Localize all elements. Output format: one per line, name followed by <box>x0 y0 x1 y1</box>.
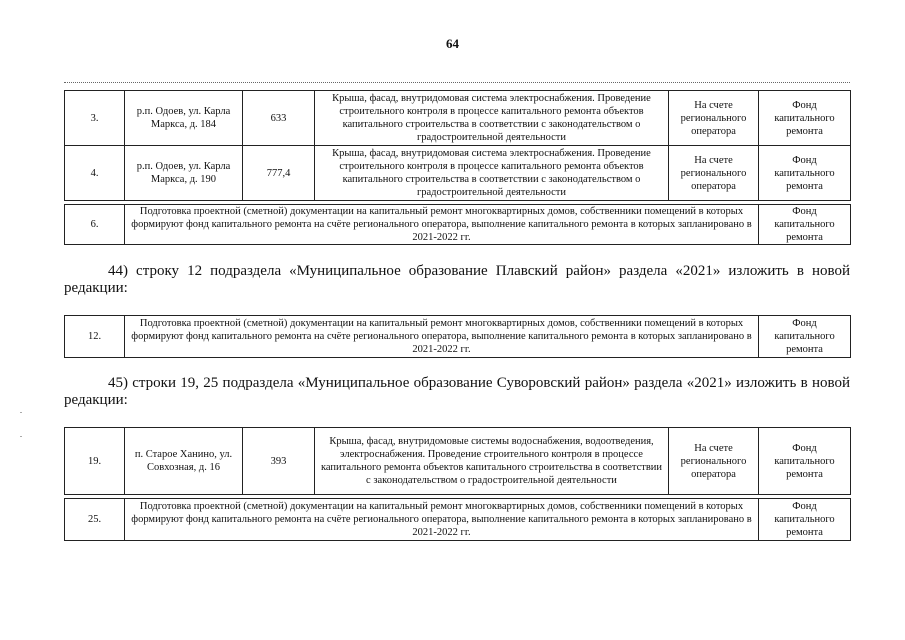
source-cell: Фонд капитального ремонта <box>759 205 851 245</box>
margin-mark <box>20 412 22 413</box>
address-cell: р.п. Одоев, ул. Карла Маркса, д. 184 <box>125 91 243 146</box>
table-row <box>65 316 851 358</box>
address-cell: п. Старое Ханино, ул. Совхозная, д. 16 <box>125 428 243 495</box>
table-row <box>65 428 851 495</box>
page-number: 64 <box>446 36 459 51</box>
source-cell: Фонд капитального ремонта <box>759 499 851 541</box>
works-cell: Крыша, фасад, внутридомовая система электроснабжения. Проведение строительного контроля в процессе капитального ремонта объектов капитального строительства в соответствии с законодательством о градостроительной деятельности <box>315 146 669 201</box>
paragraph-44: 44) строку 12 подраздела «Муниципальное образование Плавский район» раздела «2021» изложить в новой редакции: <box>64 263 850 296</box>
area-cell: 393 <box>243 428 315 495</box>
works-cell: Подготовка проектной (сметной) документации на капитальный ремонт многоквартирных домов, собственники помещений в которых формируют фонд капитального ремонта на счёте регионального оператора, выполнение капитального ремонта в которых запланировано в 2021-2022 гг. <box>125 205 759 245</box>
area-cell: 777,4 <box>243 146 315 201</box>
paragraph-45: 45) строки 19, 25 подраздела «Муниципальное образование Суворовский район» раздела «2021» изложить в новой редакции: <box>64 375 850 408</box>
table-row <box>65 91 851 146</box>
account-cell: На счете регионального оператора <box>669 91 759 146</box>
table-plavsk <box>64 315 851 358</box>
row-number: 3. <box>65 91 125 146</box>
source-cell: Фонд капитального ремонта <box>759 91 851 146</box>
account-cell: На счете регионального оператора <box>669 146 759 201</box>
source-cell: Фонд капитального ремонта <box>759 146 851 201</box>
works-cell: Крыша, фасад, внутридомовая система электроснабжения. Проведение строительного контроля в процессе капитального ремонта объектов капитального строительства в соответствии с законодательством о градостроительной деятельности <box>315 91 669 146</box>
table-row <box>65 499 851 541</box>
account-cell: На счете регионального оператора <box>669 428 759 495</box>
address-cell: р.п. Одоев, ул. Карла Маркса, д. 190 <box>125 146 243 201</box>
area-cell: 633 <box>243 91 315 146</box>
table-row <box>65 205 851 245</box>
margin-mark <box>20 436 22 437</box>
source-cell: Фонд капитального ремонта <box>759 316 851 358</box>
row-number: 25. <box>65 499 125 541</box>
table-suvorov <box>64 427 851 541</box>
works-cell: Крыша, фасад, внутридомовые системы водоснабжения, водоотведения, электроснабжения. Проведение строительного контроля в процессе капитального ремонта объектов капитального строительства в соответствии с законодательством о градостроительной деятельности <box>315 428 669 495</box>
table-row <box>65 146 851 201</box>
row-number: 19. <box>65 428 125 495</box>
works-cell: Подготовка проектной (сметной) документации на капитальный ремонт многоквартирных домов, собственники помещений в которых формируют фонд капитального ремонта на счёте регионального оператора, выполнение капитального ремонта в которых запланировано в 2021-2022 гг. <box>125 316 759 358</box>
works-cell: Подготовка проектной (сметной) документации на капитальный ремонт многоквартирных домов, собственники помещений в которых формируют фонд капитального ремонта на счёте регионального оператора, выполнение капитального ремонта в которых запланировано в 2021-2022 гг. <box>125 499 759 541</box>
table-odoev <box>64 90 851 245</box>
row-number: 12. <box>65 316 125 358</box>
row-number: 6. <box>65 205 125 245</box>
header-rule <box>64 82 850 83</box>
source-cell: Фонд капитального ремонта <box>759 428 851 495</box>
row-number: 4. <box>65 146 125 201</box>
